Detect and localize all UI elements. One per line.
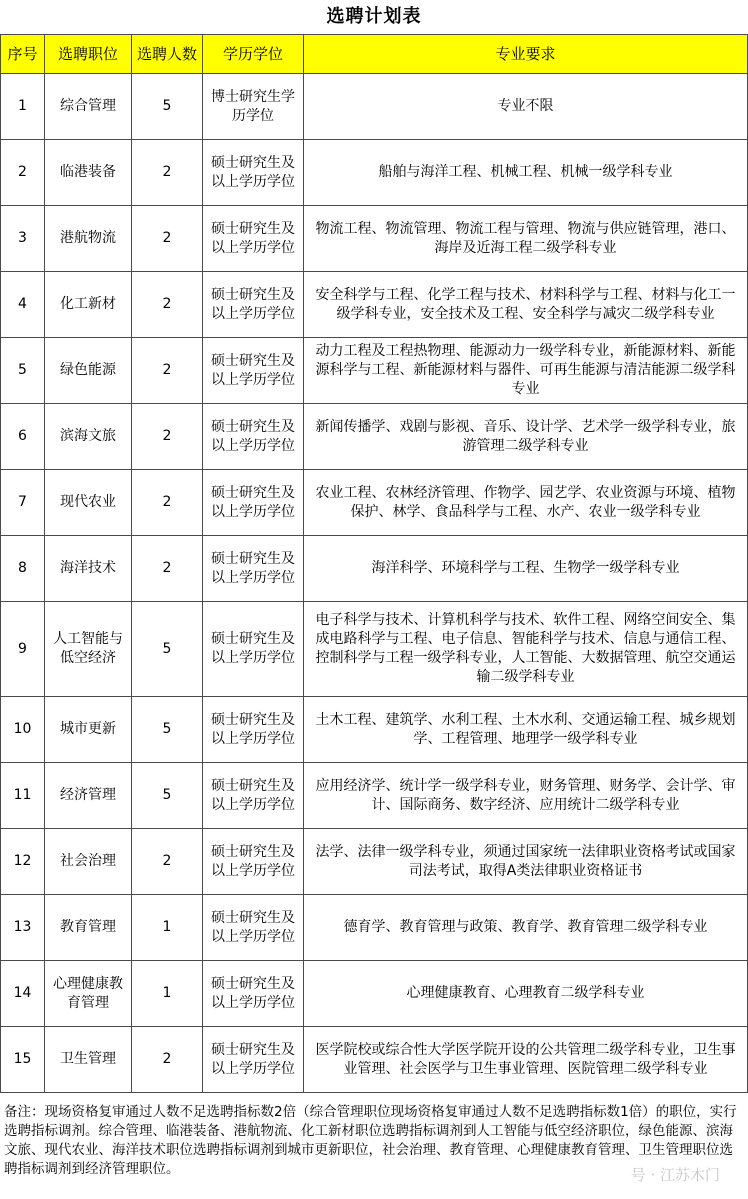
cell-count: 2 [132,338,203,404]
cell-major: 农业工程、农林经济管理、作物学、园艺学、农业资源与环境、植物保护、林学、食品科学与工程、水产、农业一级学科专业 [304,470,748,536]
cell-no: 6 [1,404,45,470]
cell-count: 2 [132,206,203,272]
table-row [1,536,748,602]
cell-degree: 硕士研究生及以上学历学位 [203,1027,304,1093]
table-row [1,404,748,470]
cell-count: 5 [132,74,203,140]
table-header-row [1,35,748,74]
cell-no: 13 [1,895,45,961]
table-row [1,602,748,697]
cell-degree: 硕士研究生及以上学历学位 [203,206,304,272]
cell-no: 1 [1,74,45,140]
cell-position: 现代农业 [45,470,132,536]
cell-position: 城市更新 [45,697,132,763]
cell-count: 2 [132,829,203,895]
cell-major: 土木工程、建筑学、水利工程、土木水利、交通运输工程、城乡规划学、工程管理、地理学一级学科专业 [304,697,748,763]
cell-major: 应用经济学、统计学一级学科专业，财务管理、财务学、会计学、审计、国际商务、数字经济、应用统计二级学科专业 [304,763,748,829]
table-row [1,338,748,404]
cell-major: 船舶与海洋工程、机械工程、机械一级学科专业 [304,140,748,206]
header-no: 序号 [1,35,45,74]
cell-no: 2 [1,140,45,206]
cell-no: 4 [1,272,45,338]
table-row [1,961,748,1027]
cell-count: 5 [132,763,203,829]
header-count: 选聘人数 [132,35,203,74]
cell-count: 1 [132,961,203,1027]
cell-degree: 硕士研究生及以上学历学位 [203,272,304,338]
cell-major: 海洋科学、环境科学与工程、生物学一级学科专业 [304,536,748,602]
cell-position: 化工新材 [45,272,132,338]
table-row [1,697,748,763]
cell-count: 2 [132,536,203,602]
cell-major: 医学院校或综合性大学医学院开设的公共管理二级学科专业，卫生事业管理、社会医学与卫生事业管理、医院管理二级学科专业 [304,1027,748,1093]
cell-degree: 硕士研究生及以上学历学位 [203,763,304,829]
cell-position: 滨海文旅 [45,404,132,470]
cell-position: 教育管理 [45,895,132,961]
cell-count: 1 [132,895,203,961]
cell-count: 2 [132,1027,203,1093]
cell-no: 7 [1,470,45,536]
table-row [1,1027,748,1093]
cell-count: 2 [132,272,203,338]
header-major: 专业要求 [304,35,748,74]
watermark: 号 · 江苏木门 [630,1166,720,1184]
cell-position: 综合管理 [45,74,132,140]
cell-degree: 硕士研究生及以上学历学位 [203,470,304,536]
cell-major: 法学、法律一级学科专业，须通过国家统一法律职业资格考试或国家司法考试，取得A类法律职业资格证书 [304,829,748,895]
cell-major: 心理健康教育、心理教育二级学科专业 [304,961,748,1027]
cell-degree: 硕士研究生及以上学历学位 [203,140,304,206]
table-row [1,74,748,140]
header-position: 选聘职位 [45,35,132,74]
cell-major: 物流工程、物流管理、物流工程与管理、物流与供应链管理，港口、海岸及近海工程二级学科专业 [304,206,748,272]
remark-note: 备注：现场资格复审通过人数不足选聘指标数2倍（综合管理职位现场资格复审通过人数不足选聘指标数1倍）的职位，实行选聘指标调剂。综合管理、临港装备、港航物流、化工新材职位选聘指标调剂到人工智能与低空经济职位，绿色能源、滨海文旅、现代农业、海洋技术职位选聘指标调剂到城市更新职位，社会治理、教育管理、心理健康教育管理、卫生管理职位选聘指标调剂到经济管理职位。 [4,1104,737,1177]
cell-major: 动力工程及工程热物理、能源动力一级学科专业，新能源材料、新能源科学与工程、新能源材料与器件、可再生能源与清洁能源二级学科专业 [304,338,748,404]
cell-position: 港航物流 [45,206,132,272]
cell-degree: 硕士研究生及以上学历学位 [203,697,304,763]
cell-major: 电子科学与技术、计算机科学与技术、软件工程、网络空间安全、集成电路科学与工程、电子信息、智能科学与技术、信息与通信工程、控制科学与工程一级学科专业，人工智能、大数据管理、航空交通运输二级学科专业 [304,602,748,697]
cell-no: 11 [1,763,45,829]
cell-no: 10 [1,697,45,763]
table-row [1,206,748,272]
cell-count: 2 [132,140,203,206]
table-row [1,895,748,961]
cell-position: 心理健康教育管理 [45,961,132,1027]
cell-no: 15 [1,1027,45,1093]
cell-major: 新闻传播学、戏剧与影视、音乐、设计学、艺术学一级学科专业，旅游管理二级学科专业 [304,404,748,470]
cell-position: 人工智能与低空经济 [45,602,132,697]
cell-no: 8 [1,536,45,602]
cell-position: 绿色能源 [45,338,132,404]
cell-degree: 硕士研究生及以上学历学位 [203,602,304,697]
header-degree: 学历学位 [203,35,304,74]
cell-no: 14 [1,961,45,1027]
cell-major: 安全科学与工程、化学工程与技术、材料科学与工程、材料与化工一级学科专业，安全技术及工程、安全科学与减灾二级学科专业 [304,272,748,338]
table-row [1,272,748,338]
table-row [1,140,748,206]
cell-position: 经济管理 [45,763,132,829]
cell-position: 卫生管理 [45,1027,132,1093]
cell-degree: 硕士研究生及以上学历学位 [203,829,304,895]
cell-no: 3 [1,206,45,272]
cell-major: 德育学、教育管理与政策、教育学、教育管理二级学科专业 [304,895,748,961]
table-row [1,763,748,829]
table-row [1,470,748,536]
cell-count: 5 [132,602,203,697]
cell-count: 5 [132,697,203,763]
recruitment-plan-table [0,34,748,1093]
cell-degree: 硕士研究生及以上学历学位 [203,404,304,470]
cell-major: 专业不限 [304,74,748,140]
cell-no: 5 [1,338,45,404]
cell-no: 12 [1,829,45,895]
table-body [1,74,748,1093]
cell-no: 9 [1,602,45,697]
cell-degree: 硕士研究生及以上学历学位 [203,338,304,404]
cell-degree: 硕士研究生及以上学历学位 [203,895,304,961]
cell-degree: 硕士研究生及以上学历学位 [203,536,304,602]
cell-count: 2 [132,404,203,470]
cell-position: 临港装备 [45,140,132,206]
cell-degree: 博士研究生学历学位 [203,74,304,140]
cell-position: 社会治理 [45,829,132,895]
cell-degree: 硕士研究生及以上学历学位 [203,961,304,1027]
page-title: 选聘计划表 [326,6,422,27]
table-row [1,829,748,895]
cell-position: 海洋技术 [45,536,132,602]
cell-count: 2 [132,470,203,536]
